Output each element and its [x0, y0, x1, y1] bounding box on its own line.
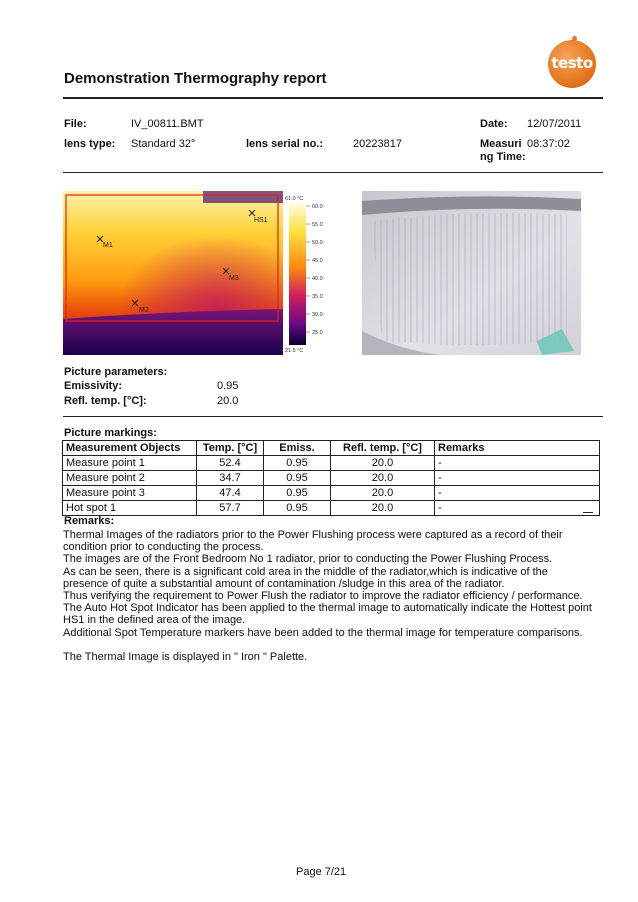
- marker-hs1: HS1: [254, 217, 268, 224]
- table-row: [63, 456, 600, 471]
- scale-tick-label: 45.0: [312, 258, 323, 264]
- temperature-scale: [283, 191, 333, 355]
- remarks-line: presence of quite a substantial amount of contamination /sludge in this area of the radiator.: [63, 577, 505, 590]
- cell-remarks: -: [435, 471, 600, 486]
- scale-tick-label: 40.0: [312, 276, 323, 282]
- remarks-heading: Remarks:: [64, 515, 115, 527]
- picture-parameters-heading: Picture parameters:: [64, 366, 168, 378]
- measuring-time-label-line2: ng Time:: [480, 151, 526, 163]
- col-remarks: Remarks: [435, 441, 600, 456]
- page-number: Page 7/21: [296, 866, 347, 878]
- logo-text: testo: [551, 54, 593, 72]
- lens-serial-value: 20223817: [353, 138, 402, 150]
- date-value: 12/07/2011: [527, 118, 582, 130]
- remarks-line: Thus verifying the requirement to Power Flush the radiator to improve the radiator efficiency / performance.: [63, 590, 583, 603]
- refl-temp-value: 20.0: [217, 395, 239, 407]
- cell-emiss: 0.95: [264, 486, 331, 501]
- emissivity-value: 0.95: [217, 380, 239, 392]
- cell-temp: 57.7: [197, 501, 264, 516]
- testo-logo: [548, 40, 596, 88]
- scale-tick-label: 35.0: [312, 294, 323, 300]
- measuring-time-label-line1: Measuri: [480, 138, 522, 150]
- cell-emiss: 0.95: [264, 471, 331, 486]
- file-label: File:: [64, 118, 87, 130]
- remarks-line: The Thermal Image is displayed in " Iron " Palette.: [63, 651, 308, 664]
- info-divider: [63, 172, 603, 173]
- col-refl-temp: Refl. temp. [°C]: [331, 441, 435, 456]
- scale-min: 21.5 °C: [285, 348, 304, 354]
- parameters-divider: [63, 416, 603, 417]
- scale-tick-label: 55.0: [312, 222, 323, 228]
- visual-photo: [362, 191, 581, 355]
- cell-object: Hot spot 1: [63, 501, 197, 516]
- col-emiss: Emiss.: [264, 441, 331, 456]
- marker-m2: M2: [139, 307, 149, 314]
- col-measurement-objects: Measurement Objects: [63, 441, 197, 456]
- title-divider: [63, 97, 603, 99]
- thermal-image: [63, 191, 283, 355]
- scale-tick-label: 60.0: [312, 204, 323, 210]
- remarks-line: As can be seen, there is a significant cold area in the middle of the radiator,which is indicative of the: [63, 565, 548, 578]
- table-row: [63, 471, 600, 486]
- cell-temp: 34.7: [197, 471, 264, 486]
- lens-type-label: lens type:: [64, 138, 116, 150]
- remarks-line: HS1 in the defined area of the image.: [63, 614, 246, 627]
- cell-object: Measure point 2: [63, 471, 197, 486]
- remarks-line: The Auto Hot Spot Indicator has been applied to the thermal image to automatically indicate the Hottest point: [63, 602, 592, 615]
- table-row: [63, 486, 600, 501]
- cell-remarks: -: [435, 486, 600, 501]
- cell-refl: 20.0: [331, 501, 435, 516]
- cell-remarks: -: [435, 456, 600, 471]
- cell-temp: 47.4: [197, 486, 264, 501]
- cell-refl: 20.0: [331, 456, 435, 471]
- scale-tick-label: 30.0: [312, 312, 323, 318]
- cell-object: Measure point 3: [63, 486, 197, 501]
- table-header-row: [63, 441, 600, 456]
- table-rule-end: [583, 512, 593, 513]
- logo-dot: [572, 36, 577, 41]
- file-value: IV_00811.BMT: [131, 118, 204, 130]
- remarks-line: Thermal Images of the radiators prior to the Power Flushing process were captured as a record of their: [63, 529, 563, 541]
- table-row: [63, 501, 600, 516]
- refl-temp-label: Refl. temp. [°C]:: [64, 395, 147, 407]
- scale-tick-label: 50.0: [312, 240, 323, 246]
- remarks-text: [63, 529, 593, 663]
- measuring-time-label: [480, 138, 526, 164]
- measuring-time-value: 08:37:02: [527, 138, 570, 150]
- date-label: Date:: [480, 118, 508, 130]
- cell-remarks: -: [435, 501, 600, 516]
- scale-max: 61.0 °C: [285, 196, 304, 202]
- cell-refl: 20.0: [331, 486, 435, 501]
- col-temp: Temp. [°C]: [197, 441, 264, 456]
- remarks-line: [63, 639, 593, 651]
- remarks-line: The images are of the Front Bedroom No 1 radiator, prior to conducting the Power Flushing Process.: [63, 553, 553, 566]
- cell-emiss: 0.95: [264, 501, 331, 516]
- remarks-line: Additional Spot Temperature markers have been added to the thermal image for temperature comparisons.: [63, 626, 583, 639]
- report-title: Demonstration Thermography report: [64, 70, 327, 87]
- lens-serial-label: lens serial no.:: [246, 138, 324, 150]
- picture-markings-heading: Picture markings:: [64, 427, 157, 439]
- lens-type-value: Standard 32°: [131, 138, 196, 150]
- cell-refl: 20.0: [331, 471, 435, 486]
- remarks-line: condition prior to conducting the process.: [63, 541, 264, 554]
- marker-m3: M3: [229, 275, 239, 282]
- scale-tick-label: 25.0: [312, 330, 323, 336]
- cell-object: Measure point 1: [63, 456, 197, 471]
- emissivity-label: Emissivity:: [64, 380, 123, 392]
- cell-temp: 52.4: [197, 456, 264, 471]
- markings-table: [62, 440, 600, 516]
- cell-emiss: 0.95: [264, 456, 331, 471]
- marker-m1: M1: [103, 242, 113, 249]
